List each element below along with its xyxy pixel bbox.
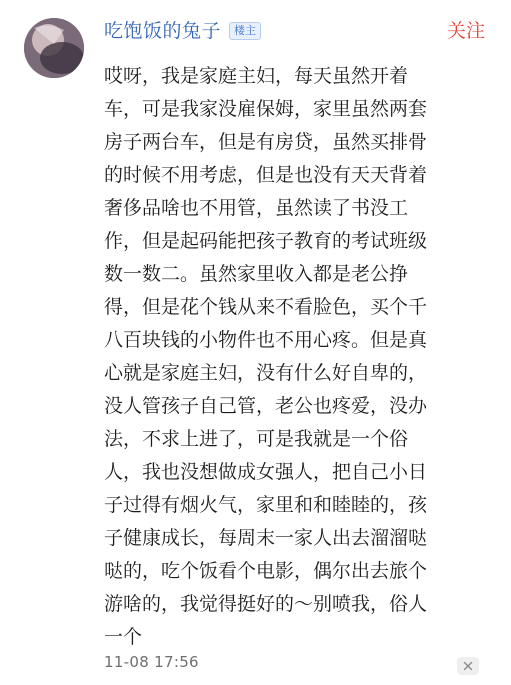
content-line: 得，但是花个钱从来不看脸色，买个千 <box>104 296 428 318</box>
content-line: 游啥的，我觉得挺好的～别喷我，俗人 <box>104 593 428 615</box>
content-line: 心就是家庭主妇，没有什么好自卑的， <box>104 362 428 384</box>
content-line: 的时候不用考虑，但是也没有天天背着 <box>104 164 428 186</box>
content-line: 人，我也没想做成女强人，把自己小日 <box>104 461 428 483</box>
content-line: 车，可是我家没雇保姆，家里虽然两套 <box>104 98 428 120</box>
content-line: 没人管孩子自己管，老公也疼爱，没办 <box>104 395 428 417</box>
author-name[interactable]: 吃饱饭的兔子 <box>104 20 222 42</box>
post-timestamp: 11-08 17:56 <box>104 653 199 671</box>
follow-button[interactable]: 关注 <box>446 20 485 42</box>
content-line: 子健康成长，每周末一家人出去溜溜哒 <box>104 527 428 549</box>
content-line: 八百块钱的小物件也不用心疼。但是真 <box>104 329 428 351</box>
user-avatar[interactable] <box>24 18 84 78</box>
content-line: 数一数二。虽然家里收入都是老公挣 <box>104 263 409 285</box>
content-line: 一个 <box>104 626 143 648</box>
content-line: 奢侈品啥也不用管，虽然读了书没工 <box>104 197 409 219</box>
content-line: 哒的，吃个饭看个电影，偶尔出去旅个 <box>104 560 428 582</box>
close-button[interactable] <box>457 657 479 675</box>
content-line: 房子两台车，但是有房贷，虽然买排骨 <box>104 131 428 153</box>
post-content <box>104 60 494 654</box>
content-line: 作，但是起码能把孩子教育的考试班级 <box>104 230 428 252</box>
author-info <box>104 17 261 45</box>
close-icon <box>463 661 473 671</box>
content-line: 哎呀，我是家庭主妇，每天虽然开着 <box>104 65 409 87</box>
op-badge: 楼主 <box>229 22 261 40</box>
content-line: 法，不求上进了，可是我就是一个俗 <box>104 428 409 450</box>
avatar-image <box>24 18 84 78</box>
content-line: 子过得有烟火气，家里和和睦睦的，孩 <box>104 494 428 516</box>
